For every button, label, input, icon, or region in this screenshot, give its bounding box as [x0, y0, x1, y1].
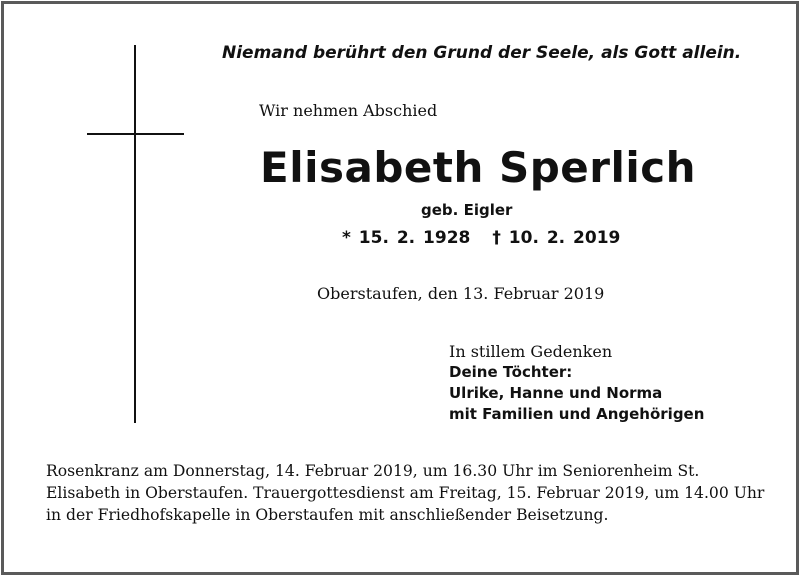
mourners-line-3: mit Familien und Angehörigen: [449, 405, 705, 423]
mourners-line-1: Deine Töchter:: [449, 363, 573, 381]
cross-icon-bar: [87, 133, 184, 135]
place-date: Oberstaufen, den 13. Februar 2019: [317, 284, 605, 303]
death-date: † 10. 2. 2019: [492, 228, 621, 248]
life-dates: [342, 228, 620, 248]
maiden-name: geb. Eigler: [421, 201, 513, 219]
deceased-name: Elisabeth Sperlich: [260, 143, 697, 192]
closing-block: [449, 341, 704, 425]
memory-line: In stillem Gedenken: [449, 342, 613, 361]
service-details: Rosenkranz am Donnerstag, 14. Februar 2019, um 16.30 Uhr im Seniorenheim St. Elisabeth in Oberstaufen. Trauergottesdienst am Freitag, 15. Februar 2019, um 14.00 Uhr in der Friedhofskapelle in Oberstaufen mit anschließender Beisetzung.: [46, 462, 765, 524]
motto: Niemand berührt den Grund der Seele, als Gott allein.: [222, 43, 742, 63]
cross-icon: [134, 45, 136, 423]
mourners-line-2: Ulrike, Hanne und Norma: [449, 384, 663, 402]
intro-text: Wir nehmen Abschied: [259, 101, 438, 120]
birth-date: * 15. 2. 1928: [342, 228, 471, 248]
